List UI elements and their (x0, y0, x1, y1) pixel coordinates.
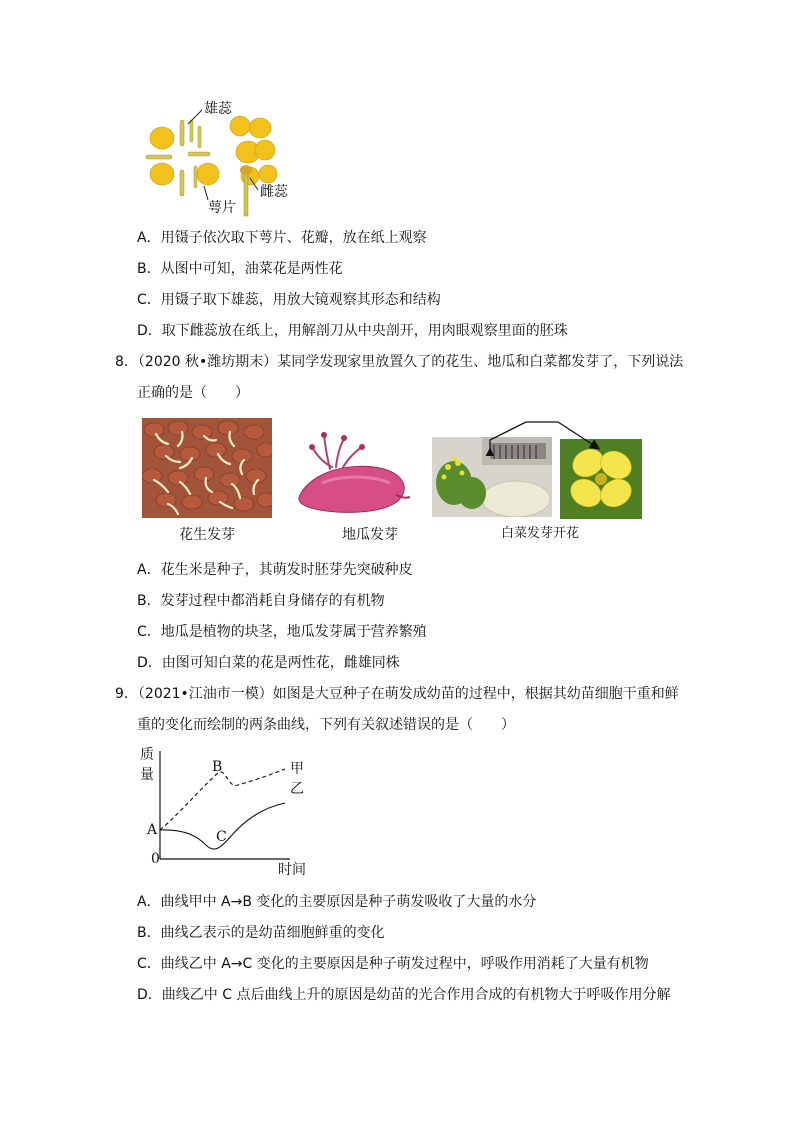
point-label-b: B (212, 759, 223, 775)
x-axis-label: 时间 (278, 862, 306, 878)
caption-peanut: 花生发芽 (179, 527, 235, 543)
q8-option-b: B．发芽过程中都消耗自身储存的有机物 (137, 593, 385, 609)
y-axis-label-bottom: 量 (140, 767, 154, 783)
series-label-jia: 甲 (290, 761, 304, 777)
q9-stem-line2: 重的变化而绘制的两条曲线，下列有关叙述错误的是（ ） (137, 717, 515, 733)
point-label-a: A (147, 822, 158, 838)
q8-option-a: A．花生米是种子，其萌发时胚芽先突破种皮 (137, 562, 413, 578)
cabbage-arrow-overlay (470, 416, 640, 456)
q7-option-d: D．取下雌蕊放在纸上，用解剖刀从中央剖开，用肉眼观察里面的胚珠 (137, 323, 568, 339)
point-label-c: C (216, 829, 227, 845)
q7-option-a: A．用镊子依次取下萼片、花瓣，放在纸上观察 (137, 230, 427, 246)
q8-stem-line2: 正确的是（ ） (137, 385, 249, 401)
q8-option-c: C．地瓜是植物的块茎，地瓜发芽属于营养繁殖 (137, 624, 427, 640)
caption-sweet-potato: 地瓜发芽 (342, 527, 398, 543)
label-sepal: 萼片 (208, 200, 236, 216)
q9-option-b: B．曲线乙表示的是幼苗细胞鲜重的变化 (137, 925, 385, 941)
sweet-potato-sprouting-photo (292, 425, 412, 517)
caption-cabbage: 白菜发芽开花 (500, 526, 579, 541)
series-jia-curve (160, 769, 285, 830)
q9-option-a: A．曲线甲中 A→B 变化的主要原因是种子萌发吸收了大量的水分 (137, 894, 537, 910)
peanut-sprouting-photo (142, 418, 272, 518)
q7-option-b: B．从图中可知，油菜花是两性花 (137, 261, 343, 277)
q7-option-c: C．用镊子取下雄蕊，用放大镜观察其形态和结构 (137, 292, 441, 308)
label-stamen: 雄蕊 (204, 101, 232, 117)
q9-stem-line1: 9．（2021•江油市一模）如图是大豆种子在萌发成幼苗的过程中，根据其幼苗细胞干重和鲜 (115, 686, 679, 702)
y-axis-label-top: 质 (140, 747, 154, 763)
origin-label: 0 (151, 851, 160, 867)
mass-time-chart (140, 745, 320, 880)
q9-option-c: C．曲线乙中 A→C 变化的主要原因是种子萌发过程中，呼吸作用消耗了大量有机物 (137, 956, 649, 972)
label-pistil: 雌蕊 (260, 184, 288, 200)
q8-option-d: D．由图可知白菜的花是两性花，雌雄同株 (137, 655, 400, 671)
series-label-yi: 乙 (290, 781, 304, 797)
q8-stem-line1: 8．（2020 秋•潍坊期末）某同学发现家里放置久了的花生、地瓜和白菜都发芽了，下列说法 (115, 354, 684, 370)
q9-option-d: D．曲线乙中 C 点后曲线上升的原因是幼苗的光合作用合成的有机物大于呼吸作用分解 (137, 987, 671, 1003)
flower-dissection-figure (140, 100, 310, 220)
